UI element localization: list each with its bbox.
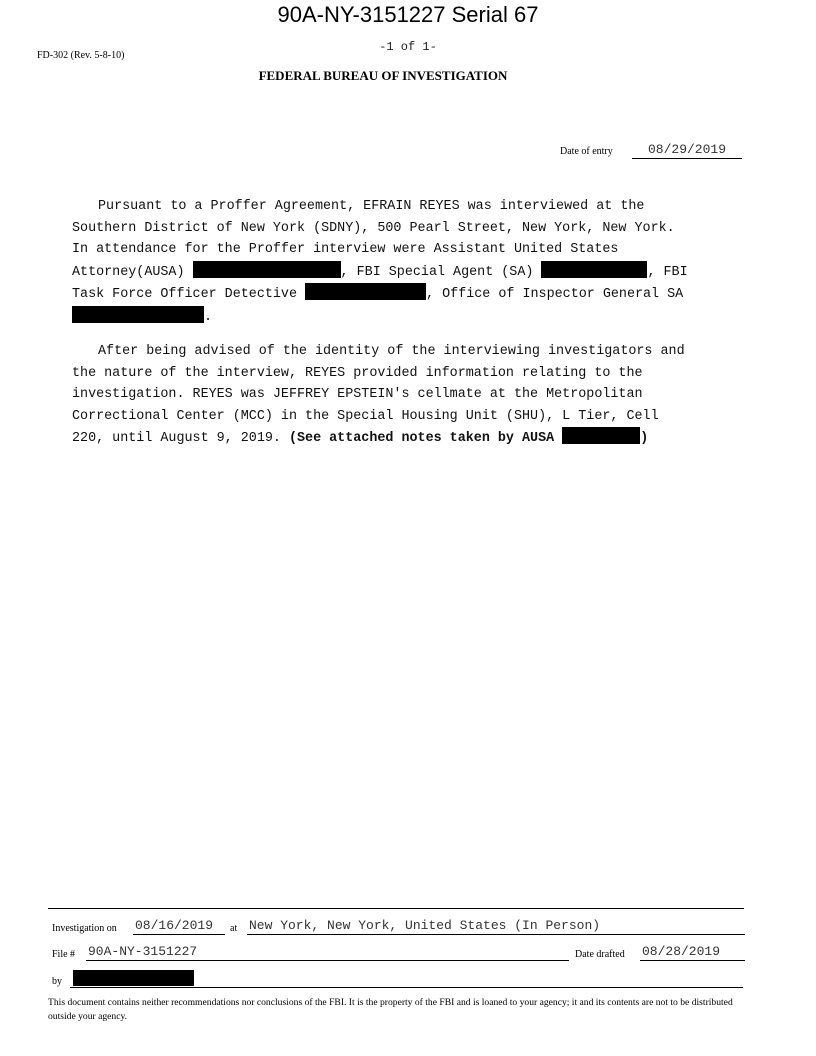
- text-line-content: After being advised of the identity of the interviewing investigators and: [98, 344, 685, 359]
- text-line: Correctional Center (MCC) in the Special Housing Unit (SHU), L Tier, Cell: [72, 408, 659, 424]
- text-line-content: , Office of Inspector General SA: [426, 287, 684, 303]
- bold-note: (See attached notes taken by AUSA: [288, 431, 563, 447]
- text-line-content: Pursuant to a Proffer Agreement, EFRAIN REYES was interviewed at the: [98, 199, 645, 214]
- text-line: [72, 306, 752, 329]
- text-line-content: , FBI: [647, 264, 688, 280]
- text-line: investigation. REYES was JEFFREY EPSTEIN's cellmate at the Metropolitan: [72, 387, 643, 403]
- disclaimer: This document contains neither recommendations nor conclusions of the FBI. It is the property of the FBI and is loaned to your agency; it and its contents are not to be distributed outside your agency.: [48, 997, 733, 1022]
- footer-top-rule: [48, 908, 744, 909]
- date-of-entry-value: 08/29/2019: [632, 142, 742, 159]
- file-number-label: File #: [52, 949, 76, 960]
- investigation-on-label: Investigation on: [52, 923, 117, 934]
- page-number: -1 of 1-: [379, 40, 437, 54]
- text-line-content: Task Force Officer Detective: [72, 287, 306, 303]
- date-drafted: 08/28/2019: [640, 944, 745, 961]
- text-line-content: , FBI Special Agent (SA): [340, 264, 542, 280]
- form-number: FD-302 (Rev. 5-8-10): [37, 50, 125, 61]
- text-line-content: .: [204, 309, 213, 325]
- redaction-block: [541, 261, 647, 278]
- redaction-block: [193, 261, 341, 278]
- investigation-location: New York, New York, United States (In Person): [247, 918, 745, 935]
- redaction-block: [72, 306, 204, 323]
- text-line: In attendance for the Proffer interview were Assistant United States: [72, 242, 619, 258]
- redaction-block: [305, 283, 426, 300]
- investigation-date: 08/16/2019: [133, 918, 225, 935]
- bureau-title: FEDERAL BUREAU OF INVESTIGATION: [258, 68, 508, 83]
- text-line: [72, 427, 752, 450]
- at-label: at: [230, 923, 238, 934]
- date-of-entry-label: Date of entry: [560, 146, 613, 157]
- paragraph-1: [72, 196, 752, 329]
- paragraph-2: [72, 341, 752, 450]
- text-line: [72, 261, 752, 284]
- file-number: 90A-NY-3151227: [86, 944, 569, 961]
- text-line: the nature of the interview, REYES provided information relating to the: [72, 365, 643, 381]
- text-line-content: 220, until August 9, 2019.: [72, 431, 289, 447]
- by-label: by: [52, 976, 62, 987]
- text-line-content: Attorney(AUSA): [72, 264, 193, 280]
- text-line: Southern District of New York (SDNY), 500 Pearl Street, New York, New York.: [72, 220, 675, 236]
- serial-number: 90A-NY-3151227 Serial 67: [277, 2, 539, 27]
- text-line: [72, 341, 752, 363]
- redaction-block: [562, 427, 640, 444]
- bold-note-close: ): [640, 431, 649, 447]
- date-drafted-label: Date drafted: [575, 949, 625, 960]
- text-line: [72, 283, 752, 306]
- by-rule: [70, 987, 743, 988]
- redaction-block: [73, 970, 194, 986]
- text-line: [72, 196, 752, 218]
